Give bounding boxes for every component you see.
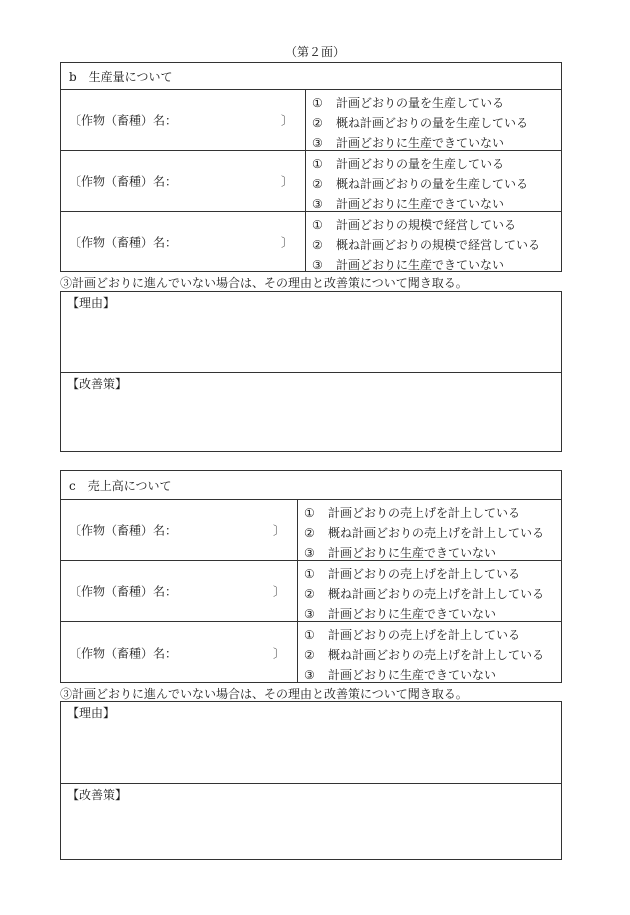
option-number: ① xyxy=(312,157,323,171)
option-number: ② xyxy=(304,648,315,662)
option-2[interactable] xyxy=(304,524,544,541)
reason-area[interactable] xyxy=(61,702,561,783)
section-c-note: ③計画どおりに進んでいない場合は、その理由と改善策について聞き取る。 xyxy=(60,687,468,701)
crop-name-label: 〔作物（畜種）名： xyxy=(69,235,178,250)
option-2[interactable] xyxy=(304,646,544,663)
option-number: ② xyxy=(312,177,323,191)
crop-name-label: 〔作物（畜種）名： xyxy=(69,113,178,128)
option-3[interactable] xyxy=(304,666,496,683)
option-number: ③ xyxy=(312,197,323,211)
option-2[interactable] xyxy=(312,236,540,253)
crop-name-close-bracket: 〕 xyxy=(272,646,285,660)
option-number: ① xyxy=(304,506,315,520)
section-c-reason-improvement-box xyxy=(60,701,562,860)
option-text: 計画どおりに生産できていない xyxy=(328,668,497,682)
crop-name-close-bracket: 〕 xyxy=(280,235,293,250)
options-group xyxy=(306,151,561,211)
crop-name-field[interactable] xyxy=(61,212,306,272)
crop-name-label: 〔作物（畜種）名： xyxy=(69,523,178,538)
option-3[interactable] xyxy=(312,195,504,212)
crop-name-label: 〔作物（畜種）名： xyxy=(69,174,178,189)
option-number: ③ xyxy=(312,136,323,150)
option-text: 概ね計画どおりの売上げを計上している xyxy=(328,526,545,540)
option-text: 計画どおりの規模で経営している xyxy=(336,218,517,232)
option-3[interactable] xyxy=(304,605,496,622)
option-text: 概ね計画どおりの売上げを計上している xyxy=(328,587,545,601)
crop-name-close-bracket: 〕 xyxy=(280,174,293,189)
option-text: 概ね計画どおりの量を生産している xyxy=(336,177,529,191)
option-1[interactable] xyxy=(304,626,520,643)
option-number: ② xyxy=(304,587,315,601)
option-number: ③ xyxy=(304,546,315,560)
section-c-row-1 xyxy=(61,500,561,561)
page-header: （第２面） xyxy=(284,45,345,59)
improvement-label: 【改善策】 xyxy=(67,377,128,391)
crop-name-field[interactable] xyxy=(61,561,298,621)
option-number: ① xyxy=(304,628,315,642)
option-text: 計画どおりに生産できていない xyxy=(336,197,505,211)
option-number: ③ xyxy=(304,668,315,682)
option-number: ① xyxy=(312,96,323,110)
section-c-title: c 売上高について xyxy=(61,471,561,500)
crop-name-close-bracket: 〕 xyxy=(272,523,285,538)
option-3[interactable] xyxy=(312,256,504,273)
option-text: 計画どおりに生産できていない xyxy=(328,607,497,621)
option-text: 概ね計画どおりの量を生産している xyxy=(336,116,529,130)
crop-name-close-bracket: 〕 xyxy=(280,113,293,128)
option-text: 計画どおりの売上げを計上している xyxy=(328,506,521,520)
option-2[interactable] xyxy=(304,585,544,602)
option-text: 計画どおりに生産できていない xyxy=(328,546,497,560)
option-text: 計画どおりの量を生産している xyxy=(336,157,505,171)
crop-name-field[interactable] xyxy=(61,500,298,560)
crop-name-field[interactable] xyxy=(61,622,298,683)
crop-name-label: 〔作物（畜種）名： xyxy=(69,646,178,660)
option-text: 計画どおりの売上げを計上している xyxy=(328,628,521,642)
section-b-reason-improvement-box xyxy=(60,291,562,452)
crop-name-field[interactable] xyxy=(61,151,306,211)
options-group xyxy=(298,561,561,621)
improvement-area[interactable] xyxy=(61,373,561,451)
option-text: 概ね計画どおりの売上げを計上している xyxy=(328,648,545,662)
options-group xyxy=(306,90,561,150)
option-number: ③ xyxy=(312,258,323,272)
option-3[interactable] xyxy=(312,134,504,151)
improvement-label: 【改善策】 xyxy=(67,788,128,802)
options-group xyxy=(298,500,561,560)
option-1[interactable] xyxy=(312,216,516,233)
option-1[interactable] xyxy=(312,155,504,172)
option-text: 概ね計画どおりの規模で経営している xyxy=(336,238,541,252)
section-b-row-2 xyxy=(61,151,561,212)
reason-label: 【理由】 xyxy=(67,296,116,310)
option-3[interactable] xyxy=(304,544,496,561)
section-b-row-3 xyxy=(61,212,561,272)
section-b-table xyxy=(60,62,562,272)
option-number: ② xyxy=(304,526,315,540)
section-b-row-1 xyxy=(61,90,561,151)
options-group xyxy=(298,622,561,683)
section-b-title: b 生産量について xyxy=(61,63,561,90)
option-2[interactable] xyxy=(312,175,528,192)
options-group xyxy=(306,212,561,272)
section-c-row-3 xyxy=(61,622,561,683)
option-number: ② xyxy=(312,116,323,130)
option-text: 計画どおりに生産できていない xyxy=(336,258,505,272)
reason-area[interactable] xyxy=(61,292,561,372)
option-1[interactable] xyxy=(304,504,520,521)
option-number: ① xyxy=(304,567,315,581)
section-c-table xyxy=(60,470,562,683)
option-text: 計画どおりの量を生産している xyxy=(336,96,505,110)
section-b-note: ③計画どおりに進んでいない場合は、その理由と改善策について聞き取る。 xyxy=(60,276,468,290)
option-text: 計画どおりに生産できていない xyxy=(336,136,505,150)
option-number: ① xyxy=(312,218,323,232)
option-number: ③ xyxy=(304,607,315,621)
crop-name-close-bracket: 〕 xyxy=(272,584,285,599)
crop-name-field[interactable] xyxy=(61,90,306,150)
option-number: ② xyxy=(312,238,323,252)
section-c-row-2 xyxy=(61,561,561,622)
option-2[interactable] xyxy=(312,114,528,131)
option-text: 計画どおりの売上げを計上している xyxy=(328,567,521,581)
improvement-area[interactable] xyxy=(61,784,561,859)
crop-name-label: 〔作物（畜種）名： xyxy=(69,584,178,599)
option-1[interactable] xyxy=(304,565,520,582)
reason-label: 【理由】 xyxy=(67,706,116,720)
option-1[interactable] xyxy=(312,94,504,111)
